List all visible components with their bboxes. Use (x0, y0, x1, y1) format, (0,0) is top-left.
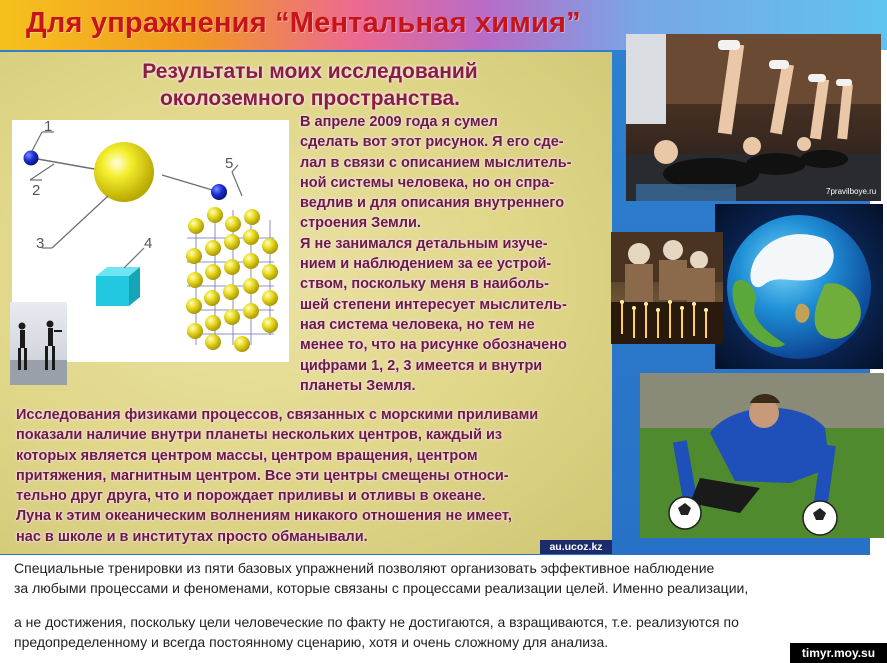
church-candles-photo (611, 232, 723, 344)
training-paragraph-1 (14, 558, 748, 598)
link-line-left (32, 158, 100, 170)
text-line: сделать вот этот рисунок. Я его сде- (300, 134, 564, 151)
text-line: Луна к этим океаническим волнениям никакого отношения не имеет, (16, 508, 512, 525)
text-line: нас в школе и в институтах просто обманывали. (16, 528, 368, 545)
text-line: ведлив и для описания внутреннего (300, 195, 565, 212)
text-line: Я не занимался детальным изуче- (300, 235, 548, 252)
diagram-label-3: 3 (36, 235, 45, 252)
training-paragraph-2 (14, 612, 739, 652)
banner-title: Для упражнения “Ментальная химия” (26, 7, 581, 39)
text-line: Специальные тренировки из пяти базовых упражнений позволяют организовать эффективное наблюдение (14, 560, 715, 576)
text-line: строения Земли. (300, 215, 421, 232)
text-line: менее то, что на рисунке обозначено (300, 337, 567, 354)
tides-research-text (16, 405, 538, 547)
diagram-label-1: 1 (44, 120, 53, 135)
fitness-class-photo (626, 34, 881, 201)
source-site-caption: au.ucoz.kz (540, 540, 612, 554)
results-heading-line1: Результаты моих исследований (142, 60, 478, 83)
text-line: ная система человека, но тем не (300, 316, 535, 333)
text-line: В апреле 2009 года я сумел (300, 114, 498, 130)
text-line: шей степени интересует мыслитель- (300, 296, 567, 313)
diagram-label-5: 5 (225, 155, 234, 172)
results-heading-line2: околоземного пространства. (159, 87, 461, 110)
text-line: которых является центром массы, центром вращения, центром (16, 447, 478, 464)
text-line: лал в связи с описанием мыслитель- (300, 154, 572, 171)
dancers-photo (10, 302, 67, 385)
results-heading (40, 58, 580, 112)
text-line: ством, поскольку меня в наиболь- (300, 276, 549, 293)
blue-sphere-right (211, 184, 227, 200)
diagram-label-4: 4 (144, 235, 153, 252)
fitness-photo-caption: 7pravilboye.ru (826, 187, 877, 196)
site-watermark: timyr.moy.su (790, 643, 887, 663)
blue-sphere-left (24, 151, 39, 166)
text-line: планеты Земля. (300, 377, 416, 394)
large-yellow-sphere (94, 142, 154, 202)
text-line: притяжения, магнитным центром. Все эти центры смещены относи- (16, 467, 509, 484)
earth-globe-image (715, 204, 883, 369)
text-line: тельно друг друга, что и порождает приливы и отливы в океане. (16, 488, 486, 505)
text-line: Исследования физиками процессов, связанных с морскими приливами (16, 407, 539, 423)
link-line-right (162, 175, 219, 192)
text-line: показали наличие внутри планеты нескольких центров, каждый из (16, 427, 503, 444)
cyan-cube (96, 267, 140, 306)
sphere-lattice (186, 207, 278, 352)
text-line: цифрами 1, 2, 3 имеется и внутри (300, 357, 543, 374)
text-line: за любыми процессами и феноменами, которые связаны с процессами реализации целей. Именно реализации, (14, 580, 749, 596)
goalkeeper-pushup-photo (640, 373, 884, 538)
drawing-description-text (300, 112, 572, 396)
text-line: нием и наблюдением за ее устрой- (300, 256, 552, 273)
text-line: ной системы человека, но он спра- (300, 174, 555, 191)
text-line: а не достижения, поскольку цели человеческие по факту не достигаются, а взращиваются, т.е. реализуются по (14, 614, 739, 630)
diagram-label-2: 2 (32, 182, 41, 199)
text-line: предопределенному и всегда постоянному сценарию, хотя и очень сложному для анализа. (14, 634, 609, 650)
